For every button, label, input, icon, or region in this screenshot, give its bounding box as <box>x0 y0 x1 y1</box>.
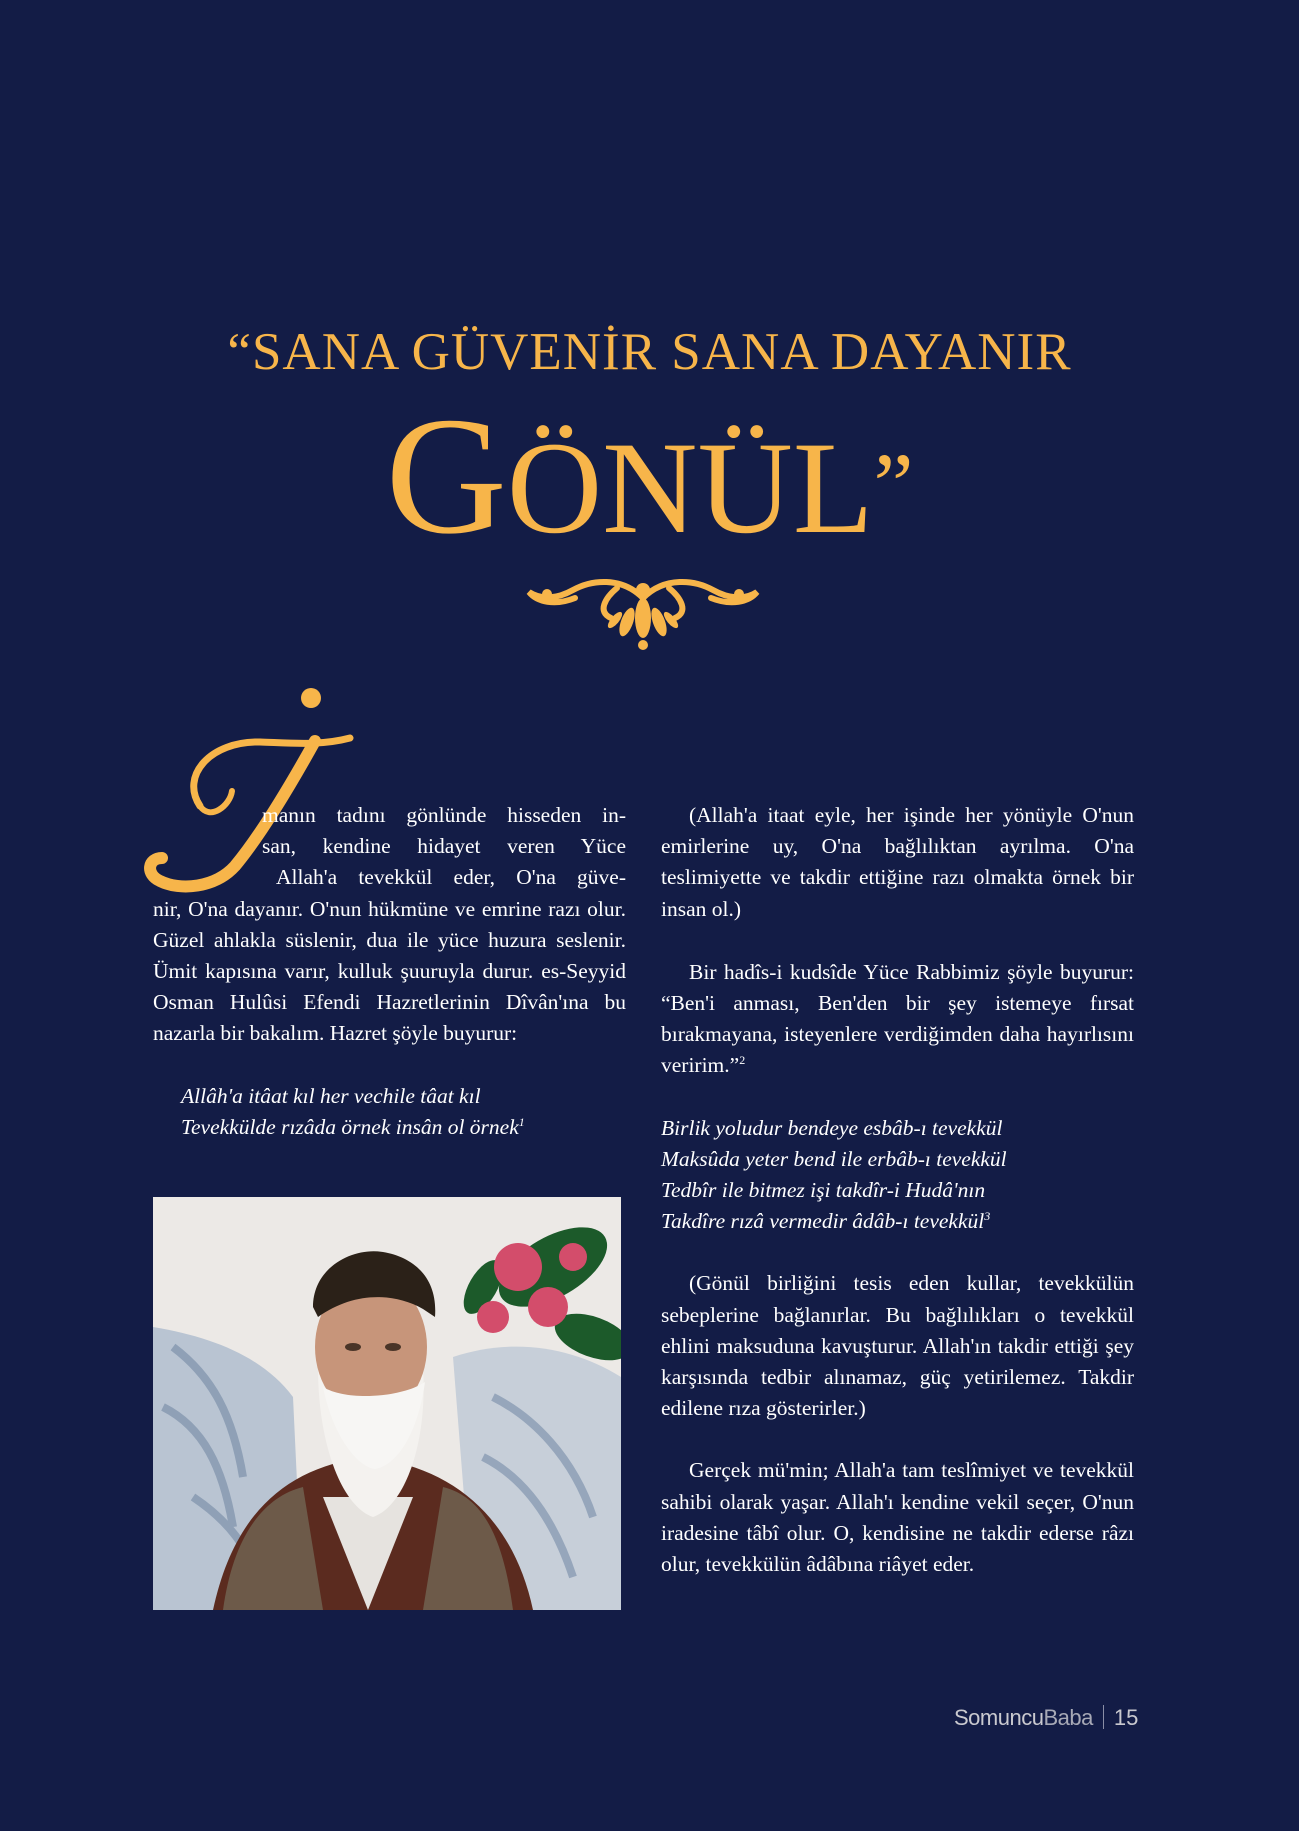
left-verse-line-2 <box>181 1112 626 1143</box>
right-verse <box>661 1113 1134 1238</box>
footnote-1: 1 <box>518 1114 525 1129</box>
intro-line-2: san, kendine hidayet veren Yüce <box>262 834 626 859</box>
right-verse-line-2: Maksûda yeter bend ile erbâb-ı tevekkül <box>661 1146 1007 1171</box>
title-close-quote: ” <box>873 436 914 535</box>
left-column <box>153 800 626 1143</box>
footer-divider <box>1103 1705 1104 1729</box>
title-line-1: “SANA GÜVENİR SANA DAYANIR <box>227 323 1072 381</box>
right-verse-line-4-text: Takdîre rızâ vermedir âdâb-ı tevekkül <box>661 1209 985 1234</box>
right-verse-line-1: Birlik yoludur bendeye esbâb-ı tevekkül <box>661 1115 1003 1140</box>
page-number: 15 <box>1113 1705 1139 1730</box>
brand-name-strong: Somuncu <box>954 1705 1044 1730</box>
title-line-2 <box>0 383 1299 572</box>
right-verse-line-3: Tedbîr ile bitmez işi takdîr-i Hudâ'nın <box>661 1178 986 1203</box>
right-paragraph-2 <box>661 957 1134 1082</box>
right-verse-line-4 <box>661 1206 1134 1237</box>
title-initial: G <box>385 383 507 569</box>
right-paragraph-4: Gerçek mü'min; Allah'a tam teslîmiyet ve tevekkül sahibi olarak yaşar. Allah'ı kendine vekil seçer, O'nun iradesine tâbî olur. O, kendisine ne takdir ederse râzı olur, tevekkülün âdâbına riâyet eder. <box>661 1458 1134 1577</box>
intro-paragraph <box>153 800 626 1050</box>
right-paragraph-1: (Allah'a itaat eyle, her işinde her yönüyle O'nun emirlerine uy, O'na bağlılıktan ayrılma. O'na teslimiyette ve takdir ettiğine razı olmakta örnek bir insan ol.) <box>661 803 1134 921</box>
footnote-2: 2 <box>739 1053 746 1068</box>
portrait-illustration <box>153 1197 621 1610</box>
title-rest: ÖNÜL <box>506 414 874 561</box>
right-column <box>661 800 1134 1580</box>
left-verse-line-2-text: Tevekkülde rızâda örnek insân ol örnek <box>181 1114 519 1139</box>
ornament-flourish-icon <box>521 572 765 652</box>
left-verse-line-1: Allâh'a itâat kıl her vechile tâat kıl <box>181 1083 481 1108</box>
page-footer <box>954 1705 1138 1735</box>
brand-name-light: Baba <box>1043 1705 1093 1730</box>
intro-line-1: manın tadını gönlünde hisseden in- <box>262 803 626 827</box>
right-paragraph-2-text: Bir hadîs-i kudsîde Yüce Rabbimiz şöyle buyurur: “Ben'i anması, Ben'den bir şey istemeye fırsat bırakmayana, isteyenlere verdiğimden daha hayırlısını veririm.” <box>661 959 1134 1078</box>
portrait-photo <box>153 1197 621 1610</box>
right-paragraph-3: (Gönül birliğini tesis eden kullar, tevekkülün sebeplerine bağlanırlar. Bu bağlılıkları o tevekkül ehlini maksuduna kavuşturur. Allah'ın takdir ettiği şey karşısında tedbir alınamaz, güç yetirilemez. Takdir edilene rıza gösterirler.) <box>661 1271 1134 1421</box>
left-verse <box>153 1081 626 1143</box>
footnote-3: 3 <box>984 1209 991 1224</box>
intro-rest: nir, O'na dayanır. O'nun hükmüne ve emrine razı olur. Güzel ahlakla süslenir, dua ile yüce huzura seslenir. Ümit kapısına varır, kulluk şuuruyla durur. es-Seyyid Osman Hulûsi Efendi Hazretlerinin Dîvân'ına bu nazarla bir bakalım. Hazret şöyle buyurur: <box>153 896 626 1046</box>
intro-line-3: Allah'a tevekkül eder, O'na güve- <box>276 865 626 890</box>
